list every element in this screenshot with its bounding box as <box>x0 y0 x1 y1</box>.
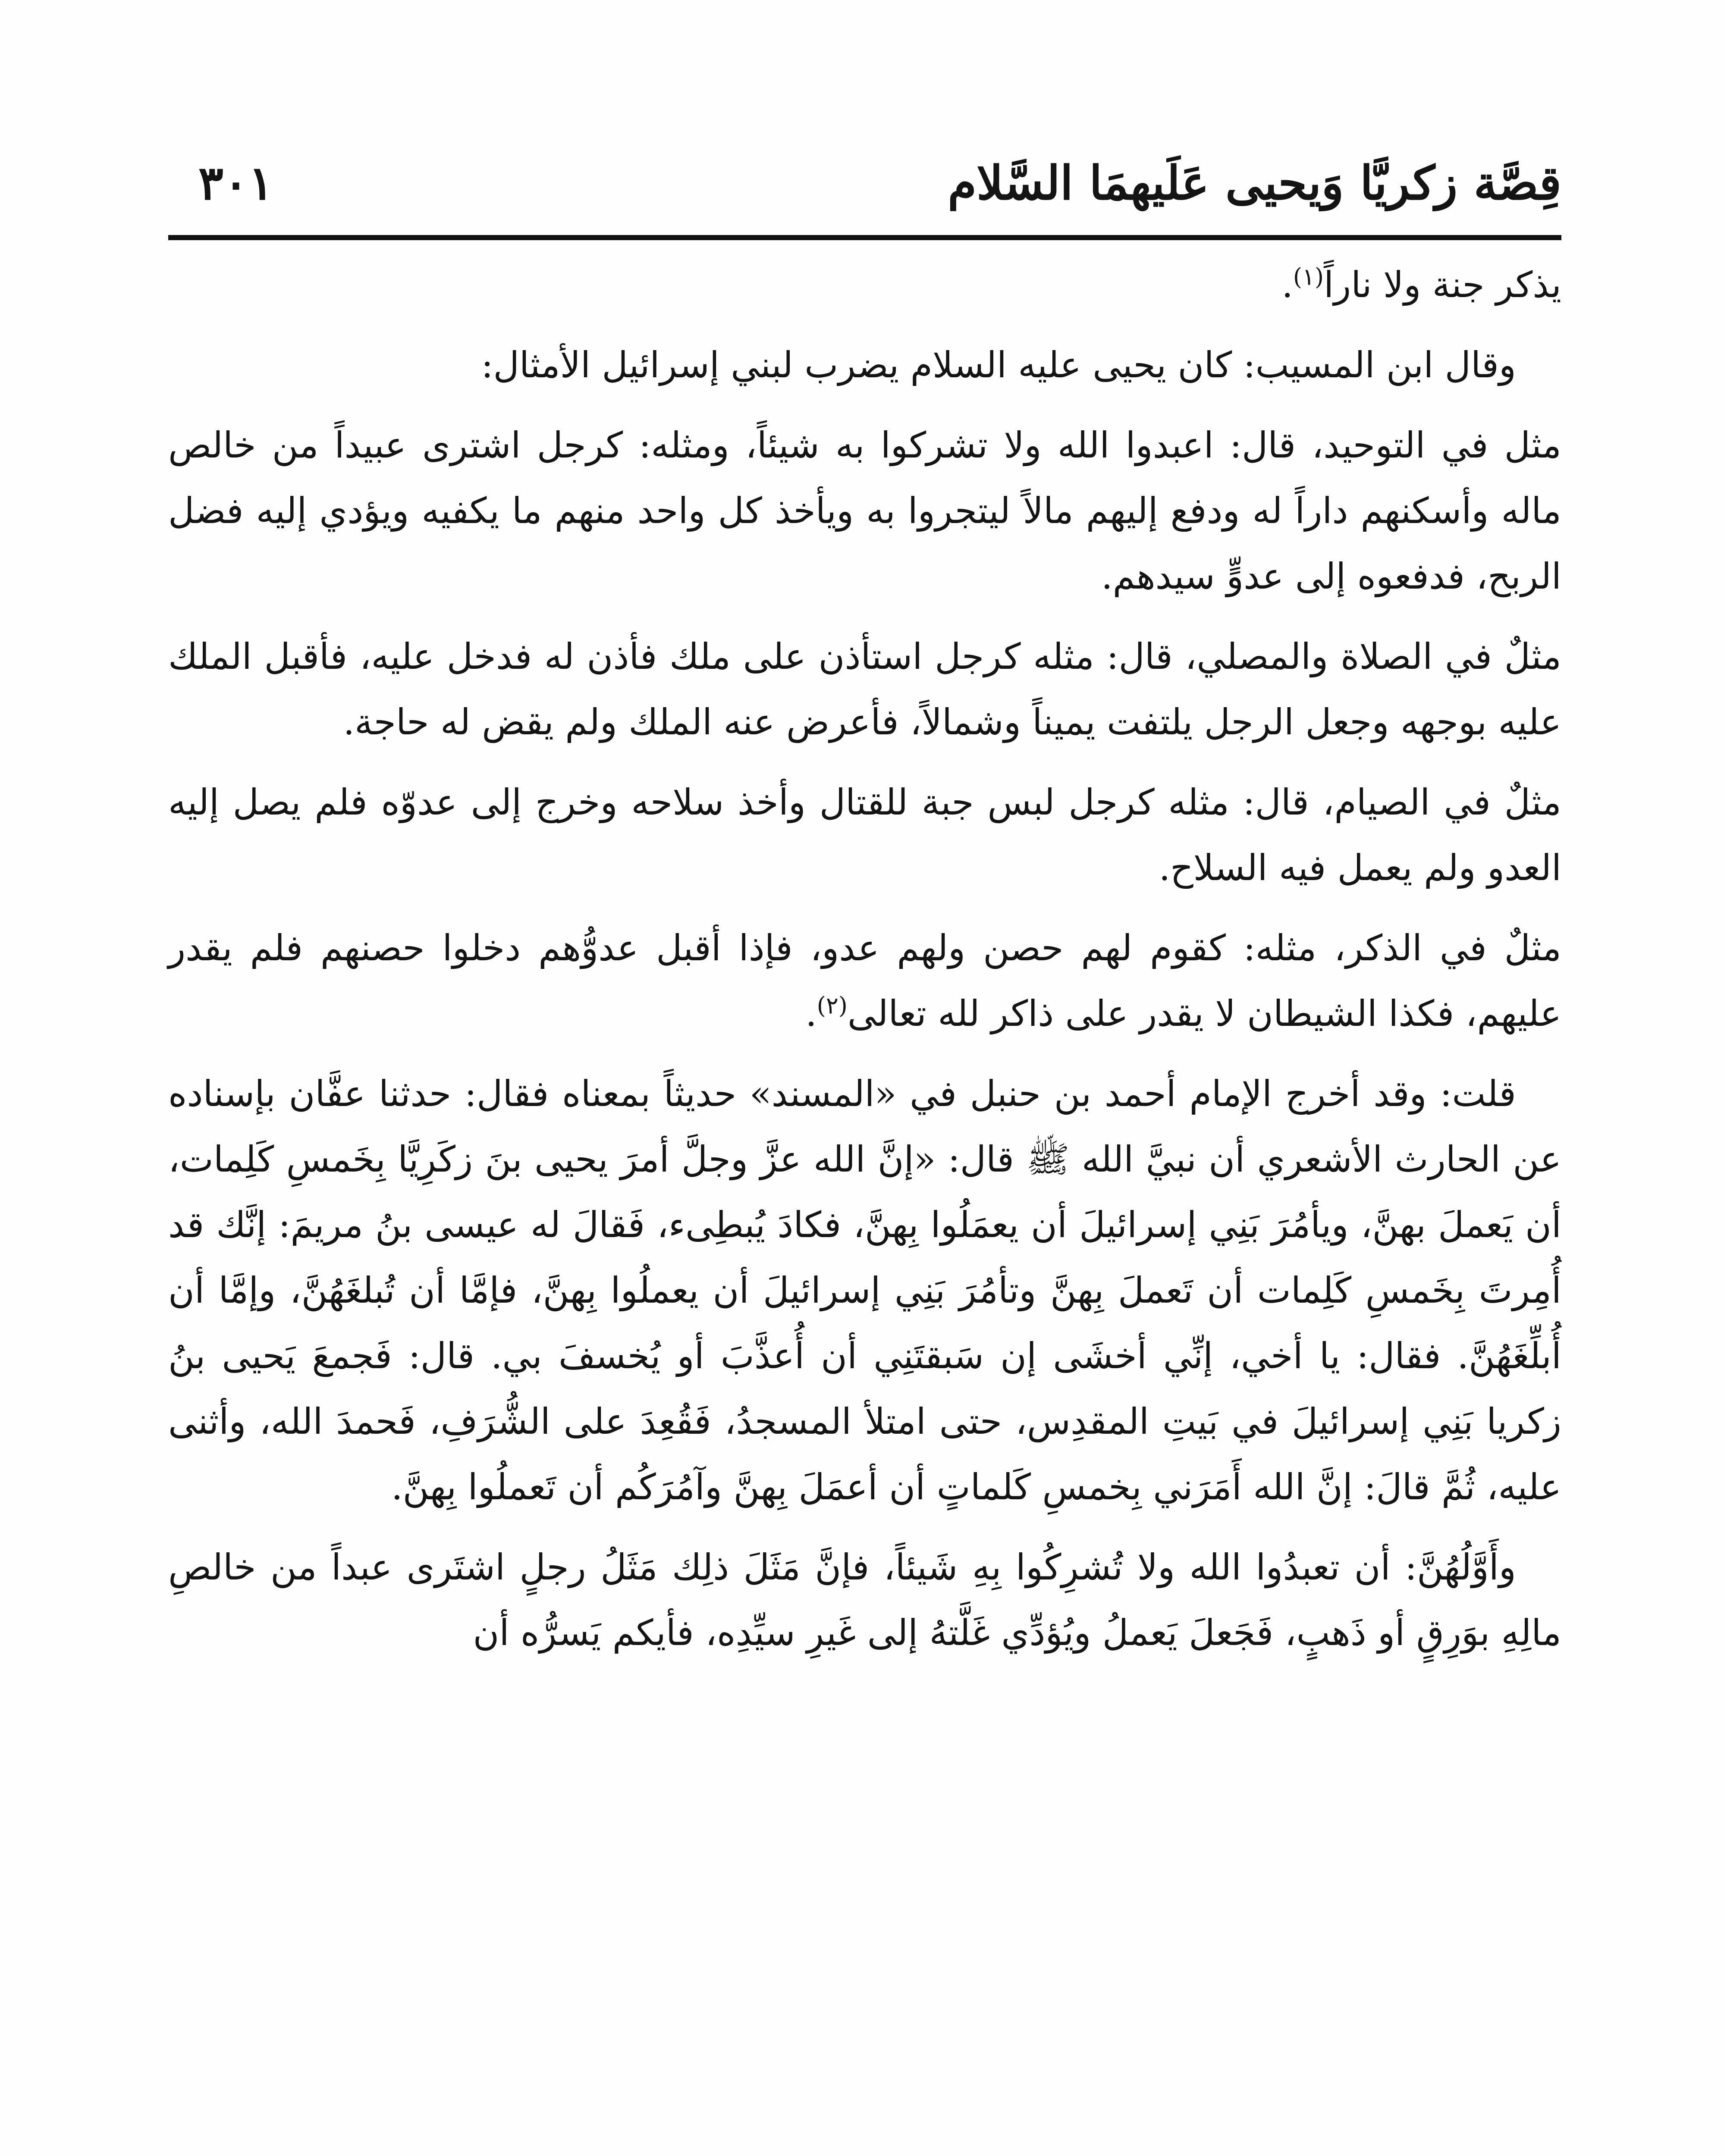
paragraph-text: يذكر جنة ولا ناراً <box>1324 264 1561 306</box>
page-number: ٣٠١ <box>198 156 274 210</box>
paragraph-text: مثلٌ في الصيام، قال: مثله كرجل لبس جبة للقتال وأخذ سلاحه وخرج إلى عدوّه فلم يصل إليه العدو ولم يعمل فيه السلاح. <box>168 781 1561 889</box>
page-header <box>168 142 1561 229</box>
footnote-ref-1: (١) <box>1293 263 1324 291</box>
paragraph-text: مثلٌ في الصلاة والمصلي، قال: مثله كرجل استأذن على ملك فأذن له فدخل عليه، فأقبل الملك عليه بوجهه وجعل الرجل يلتفت يميناً وشمالاً، فأعرض عنه الملك ولم يقض له حاجة. <box>168 636 1561 743</box>
header-rule <box>168 235 1561 240</box>
body-text <box>168 252 1561 1680</box>
paragraph-6 <box>168 915 1561 1047</box>
paragraph-text: وقال ابن المسيب: كان يحيى عليه السلام يضرب لبني إسرائيل الأمثال: <box>481 344 1516 386</box>
paragraph-tail: . <box>805 993 817 1034</box>
paragraph-1 <box>168 252 1561 318</box>
paragraph-text: مثل في التوحيد، قال: اعبدوا الله ولا تشركوا به شيئاً، ومثله: كرجل اشترى عبيداً من خالص ماله وأسكنهم داراً له ودفع إليهم مالاً ليتجروا به ويأخذ كل واحد منهم ما يكفيه ويؤدي إليه فضل الربح، فدفعوه إلى عدوٍّ سيدهم. <box>168 424 1561 597</box>
paragraph-5 <box>168 770 1561 901</box>
paragraph-4 <box>168 624 1561 755</box>
paragraph-text: قلت: وقد أخرج الإمام أحمد بن حنبل في «المسند» حديثاً بمعناه فقال: حدثنا عفَّان بإسناده عن الحارث الأشعري أن نبيَّ الله ﷺ قال: «إنَّ الله عزَّ وجلَّ أمرَ يحيى بنَ زكَرِيَّا بِخَمسِ كَلِمات، أن يَعملَ بهنَّ، ويأمُرَ بَنِي إسرائيلَ أن يعمَلُوا بِهنَّ، فكادَ يُبطِىء، فَقالَ له عيسى بنُ مريمَ: إنَّك قد أُمِرتَ بِخَمسِ كَلِمات أن تَعملَ بِهنَّ وتأمُرَ بَنِي إسرائيلَ أن يعملُوا بِهنَّ، فإمَّا أن تُبلغَهُنَّ، وإمَّا أن أُبلِّغَهُنَّ. فقال: يا أخي، إنِّي أخشَى إن سَبقتَنِي أن أُعذَّبَ أو يُخسفَ بي. قال: فَجمعَ يَحيى بنُ زكريا بَنِي إسرائيلَ في بَيتِ المقدِس، حتى امتلأ المسجدُ، فَقُعِدَ على الشُّرَفِ، فَحمدَ الله، وأثنى عليه، ثُمَّ قالَ: إنَّ الله أَمَرَني بِخمسِ كَلماتٍ أن أعمَلَ بِهنَّ وآمُرَكُم أن تَعملُوا بِهنَّ. <box>168 1073 1561 1508</box>
paragraph-2 <box>168 332 1561 398</box>
paragraph-3 <box>168 413 1561 609</box>
chapter-title: قِصَّة زكريَّا وَيحيى عَلَيهمَا السَّلام <box>948 156 1561 210</box>
paragraph-7 <box>168 1061 1561 1520</box>
paragraph-text: مثلٌ في الذكر، مثله: كقوم لهم حصن ولهم عدو، فإذا أقبل عدوُّهم دخلوا حصنهم فلم يقدر عليهم، فكذا الشيطان لا يقدر على ذاكر لله تعالى <box>168 927 1561 1034</box>
paragraph-text: وأَوَّلُهُنَّ: أن تعبدُوا الله ولا تُشرِكُوا بِهِ شَيئاً، فإنَّ مَثَلَ ذلِك مَثَلُ رجلٍ اشتَرى عبداً من خالصِ مالِهِ بوَرِقٍ أو ذَهبٍ، فَجَعلَ يَعملُ ويُؤدِّي غَلَّتهُ إلى غَيرِ سيِّدِه، فأيكم يَسرُّه أن <box>168 1546 1561 1654</box>
paragraph-tail: . <box>1281 264 1293 306</box>
paragraph-8 <box>168 1535 1561 1666</box>
footnote-ref-2: (٢) <box>816 992 848 1019</box>
